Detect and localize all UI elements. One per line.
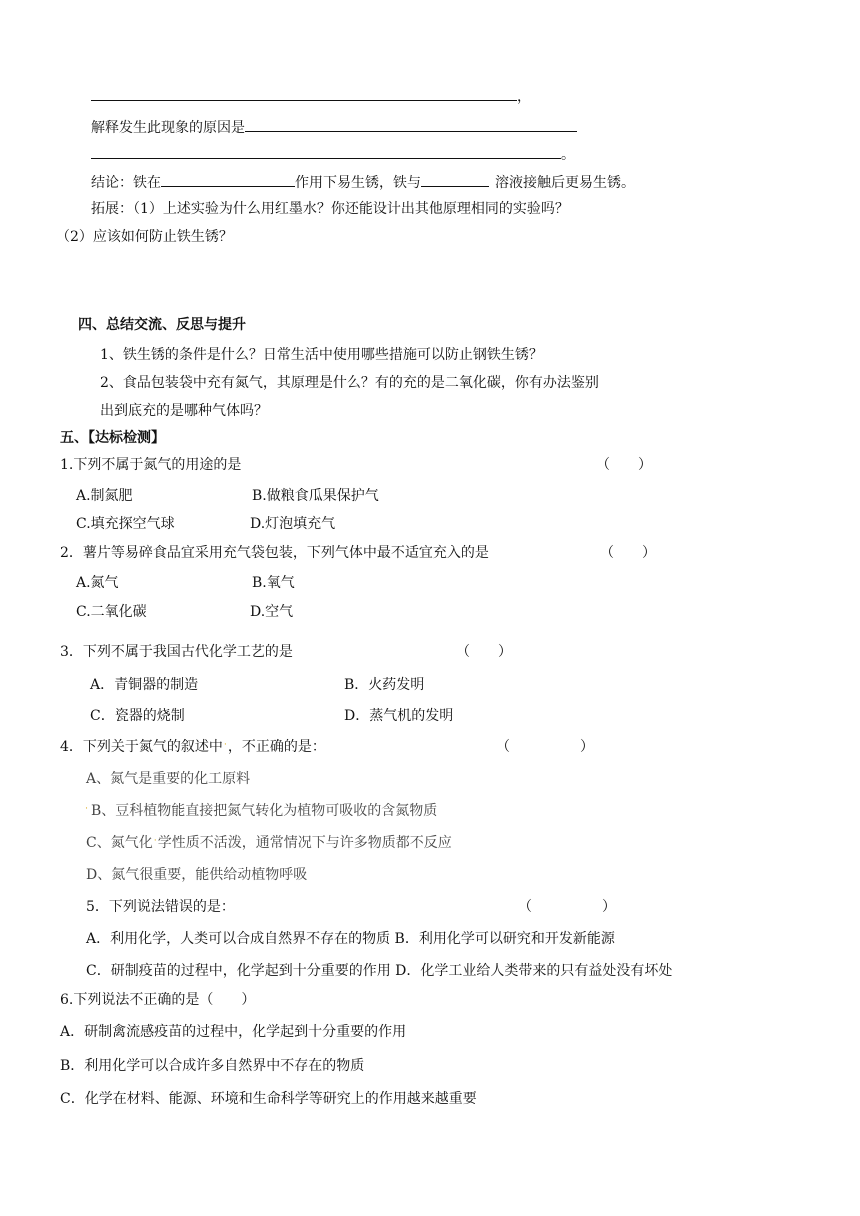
conclusion-line	[91, 172, 635, 193]
extension-question-1: 拓展：（1）上述实验为什么用红墨水？你还能设计出其他原理相同的实验吗？	[91, 201, 569, 217]
option-c[interactable]: C．瓷器的烧制	[90, 708, 185, 724]
answer-paren[interactable]: （ ）	[456, 644, 512, 660]
fill-line-3	[91, 144, 575, 165]
option-b[interactable]: B.做粮食瓜果保护气	[252, 488, 379, 504]
option-c-text-b: 学性质不活泼，通常情况下与许多物质都不反应	[157, 835, 452, 851]
answer-blank[interactable]	[91, 86, 517, 101]
question-2-stem: 2．薯片等易碎食品宜采用充气袋包装，下列气体中最不适宜充入的是	[60, 545, 489, 561]
summary-question-2: 2、食品包装袋中充有氮气，其原理是什么？有的充的是二氧化碳，你有办法鉴别	[100, 375, 599, 391]
extension-question-2: （2）应该如何防止铁生锈？	[56, 229, 233, 245]
option-a[interactable]: A．研制禽流感疫苗的过程中，化学起到十分重要的作用	[60, 1024, 407, 1040]
question-3-stem: 3．下列不属于我国古代化学工艺的是	[60, 644, 293, 660]
option-d[interactable]: D.空气	[250, 604, 294, 620]
mark-dot-icon: ˙	[84, 807, 89, 818]
option-b-text: B、豆科植物能直接把氮气转化为植物可吸收的含氮物质	[91, 803, 438, 819]
question-4-stem-b: ，不正确的是：	[227, 739, 326, 755]
summary-question-2-cont: 出到底充的是哪种气体吗？	[100, 403, 268, 419]
question-4-stem-a: 4．下列关于氮气的叙述中	[60, 739, 223, 755]
summary-question-1: 1、铁生锈的条件是什么？日常生活中使用哪些措施可以防止钢铁生锈？	[100, 347, 543, 363]
answer-paren[interactable]: （ ）	[600, 545, 656, 561]
option-b[interactable]: B．利用化学可以合成许多自然界中不存在的物质	[60, 1058, 365, 1074]
answer-paren[interactable]: （ ）	[518, 899, 616, 915]
conclusion-text-1: 结论：铁在	[91, 175, 161, 191]
answer-blank[interactable]	[245, 117, 577, 132]
option-b[interactable]: B.氧气	[252, 575, 295, 591]
punctuation: 。	[561, 147, 575, 163]
option-c[interactable]: C.二氧化碳	[76, 604, 147, 620]
option-a[interactable]: A．青铜器的制造	[90, 677, 199, 693]
option-d[interactable]: D.灯泡填充气	[250, 516, 336, 532]
question-5-stem: 5．下列说法错误的是：	[86, 899, 235, 915]
option-b[interactable]	[86, 801, 437, 823]
option-c-text-a: C、氮气化	[86, 835, 153, 851]
option-c[interactable]: C．化学在材料、能源、环境和生命科学等研究上的作用越来越重要	[60, 1091, 477, 1107]
question-1-stem: 1.下列不属于氮气的用途的是	[60, 457, 242, 473]
question-4-stem	[60, 737, 326, 759]
option-d[interactable]: D．蒸气机的发明	[344, 708, 454, 724]
conclusion-text-2: 作用下易生锈，铁与	[295, 175, 421, 191]
fill-line-1	[91, 86, 531, 107]
options-cd[interactable]: C．研制疫苗的过程中，化学起到十分重要的作用 D．化学工业给人类带来的只有益处没有坏处	[86, 963, 673, 979]
answer-paren[interactable]: （ ）	[596, 457, 652, 473]
option-c[interactable]	[86, 833, 452, 855]
mark-dot-icon: ˙	[222, 743, 228, 754]
option-c[interactable]: C.填充探空气球	[76, 516, 175, 532]
section-5-heading: 五、【达标检测】	[60, 430, 165, 446]
answer-blank[interactable]	[421, 172, 489, 187]
reason-label: 解释发生此现象的原因是	[91, 120, 245, 136]
option-d[interactable]: D、氮气很重要，能供给动植物呼吸	[86, 867, 308, 883]
option-a[interactable]: A、氮气是重要的化工原料	[86, 771, 251, 787]
option-a[interactable]: A.氮气	[76, 575, 119, 591]
options-ab[interactable]: A．利用化学，人类可以合成自然界不存在的物质 B．利用化学可以研究和开发新能源	[86, 931, 615, 947]
fill-line-2	[91, 117, 577, 138]
punctuation: ，	[517, 89, 531, 105]
conclusion-text-3: 溶液接触后更易生锈。	[495, 175, 635, 191]
option-a[interactable]: A.制氮肥	[76, 488, 133, 504]
question-6-stem: 6.下列说法不正确的是（ ）	[60, 992, 256, 1008]
answer-blank[interactable]	[161, 172, 295, 187]
option-b[interactable]: B．火药发明	[344, 677, 425, 693]
mark-dot-icon: ˙	[152, 839, 158, 850]
answer-blank[interactable]	[91, 144, 561, 159]
answer-paren[interactable]: （ ）	[496, 739, 594, 755]
section-4-heading: 四、总结交流、反思与提升	[78, 317, 246, 333]
